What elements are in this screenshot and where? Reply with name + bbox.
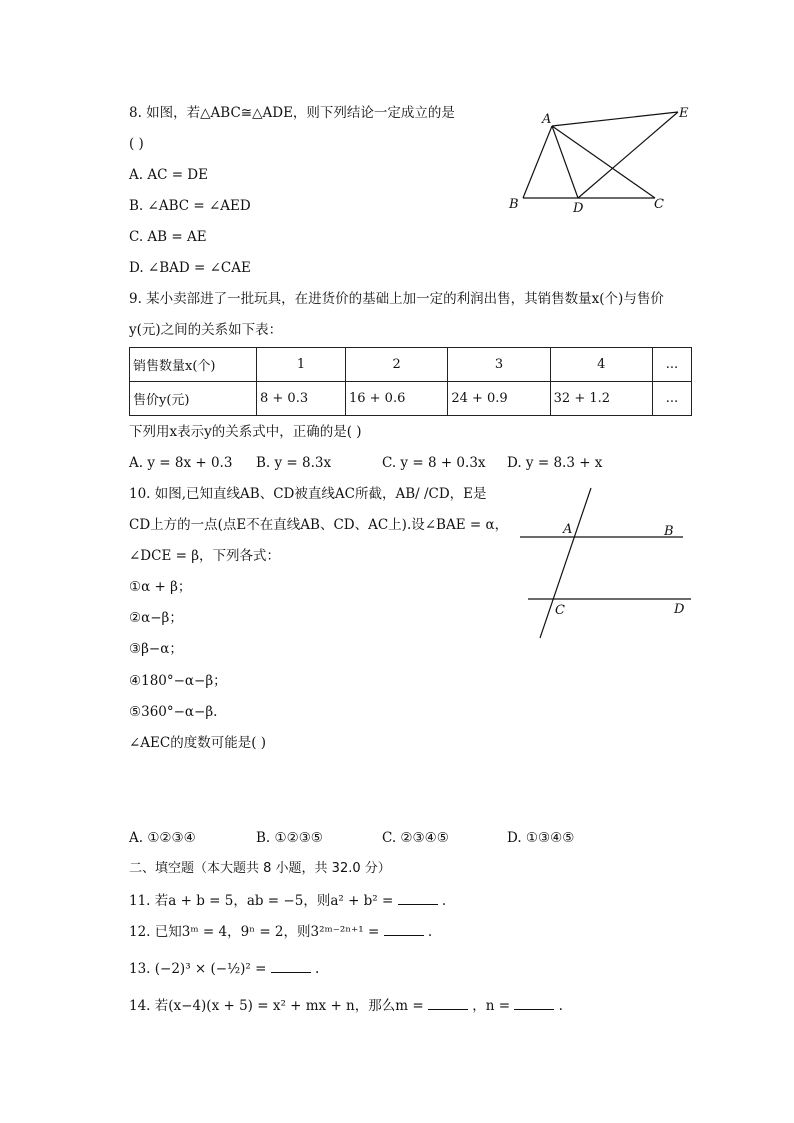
q10-label-d: D (674, 602, 685, 617)
q10-option-b: B. ①②③⑤ (256, 830, 323, 846)
q10-option-c: C. ②③④⑤ (382, 830, 449, 846)
q8-paren: ( ) (129, 136, 144, 152)
q10-parallel-lines-figure (515, 485, 700, 645)
q9-cell: 24 + 0.9 (448, 382, 550, 416)
q9-cell: 16 + 0.6 (345, 382, 447, 416)
q9-table-row-quantity (130, 348, 692, 382)
answer-blank[interactable] (398, 891, 438, 905)
q8-label-a: A (542, 112, 552, 127)
q9-cell: 32 + 1.2 (550, 382, 652, 416)
q13 (129, 959, 319, 978)
q11 (129, 891, 446, 910)
q12 (129, 922, 432, 941)
q13-end: . (315, 961, 320, 977)
answer-blank-n[interactable] (514, 996, 554, 1010)
q14 (129, 996, 563, 1015)
q9-stem-line2: y(元)之间的关系如下表： (129, 322, 283, 338)
answer-blank-m[interactable] (428, 996, 468, 1010)
q10-item-3: ③β−α； (129, 641, 183, 657)
q10-item-5: ⑤360°−α−β. (129, 704, 218, 720)
q9-cell: 3 (448, 348, 550, 382)
q11-text: 11. 若a + b = 5，ab = −5，则a² + b² = (129, 893, 394, 909)
q9-table-row-price (130, 382, 692, 416)
q10-label-c: C (555, 603, 565, 618)
q9-cell: 8 + 0.3 (257, 382, 346, 416)
q9-cell: ... (653, 348, 692, 382)
q10-stem-line3: ∠DCE = β，下列各式： (129, 548, 281, 564)
q8-label-c: C (654, 197, 664, 212)
q14-mid: ，n = (472, 998, 511, 1014)
q10-item-1: ①α + β； (129, 579, 192, 595)
q8-triangle-figure (500, 100, 700, 220)
q10-item-2: ②α−β； (129, 610, 183, 626)
q10-stem-line2: CD上方的一点(点E不在直线AB、CD、AC上).设∠BAE = α， (129, 517, 509, 533)
answer-blank[interactable] (271, 959, 311, 973)
q10-figure-lines (520, 488, 691, 638)
q9-cell: 销售数量x(个) (130, 348, 257, 382)
q10-question: ∠AEC的度数可能是( ) (129, 735, 267, 751)
section-heading: 二、填空题（本大题共 8 小题，共 32.0 分） (129, 861, 391, 876)
q9-table (129, 347, 692, 416)
q12-text: 12. 已知3ᵐ = 4，9ⁿ = 2，则3²ᵐ⁻²ⁿ⁺¹ = (129, 924, 380, 940)
q8-option-c: C. AB = AE (129, 229, 207, 245)
q10-item-4: ④180°−α−β； (129, 673, 227, 689)
q9-option-b: B. y = 8.3x (256, 455, 332, 471)
q10-label-b: B (664, 524, 674, 539)
q8-stem: 8. 如图，若△ABC≅△ADE，则下列结论一定成立的是 (129, 105, 455, 121)
q10-option-a: A. ①②③④ (129, 830, 196, 846)
q9-cell: 2 (345, 348, 447, 382)
q8-option-a: A. AC = DE (129, 167, 208, 183)
q9-option-d: D. y = 8.3 + x (507, 455, 603, 471)
q9-question: 下列用x表示y的关系式中，正确的是( ) (129, 424, 362, 440)
q9-stem-line1: 9. 某小卖部进了一批玩具，在进货价的基础上加一定的利润出售，其销售数量x(个)与售价 (129, 291, 664, 307)
answer-blank[interactable] (384, 922, 424, 936)
q8-label-d: D (573, 201, 584, 216)
q11-end: . (441, 893, 447, 909)
q9-cell: 1 (257, 348, 346, 382)
q10-label-a: A (563, 522, 573, 537)
q10-stem-line1: 10. 如图,已知直线AB、CD被直线AC所截，AB/ /CD，E是 (129, 486, 487, 502)
q8-option-b: B. ∠ABC = ∠AED (129, 198, 251, 214)
q13-text: 13. (−2)³ × (−½)² = (129, 961, 267, 977)
q8-option-d: D. ∠BAD = ∠CAE (129, 260, 251, 276)
q14-end: . (558, 998, 563, 1014)
q9-cell: 4 (550, 348, 652, 382)
q8-label-b: B (509, 197, 519, 212)
q12-end: . (427, 924, 433, 940)
q10-option-d: D. ①③④⑤ (507, 830, 575, 846)
q9-option-a: A. y = 8x + 0.3 (129, 455, 233, 471)
q8-label-e: E (679, 106, 689, 121)
q14-text: 14. 若(x−4)(x + 5) = x² + mx + n，那么m = (129, 998, 424, 1014)
q9-cell: 售价y(元) (130, 382, 257, 416)
q9-option-c: C. y = 8 + 0.3x (382, 455, 486, 471)
q9-cell: ... (653, 382, 692, 416)
